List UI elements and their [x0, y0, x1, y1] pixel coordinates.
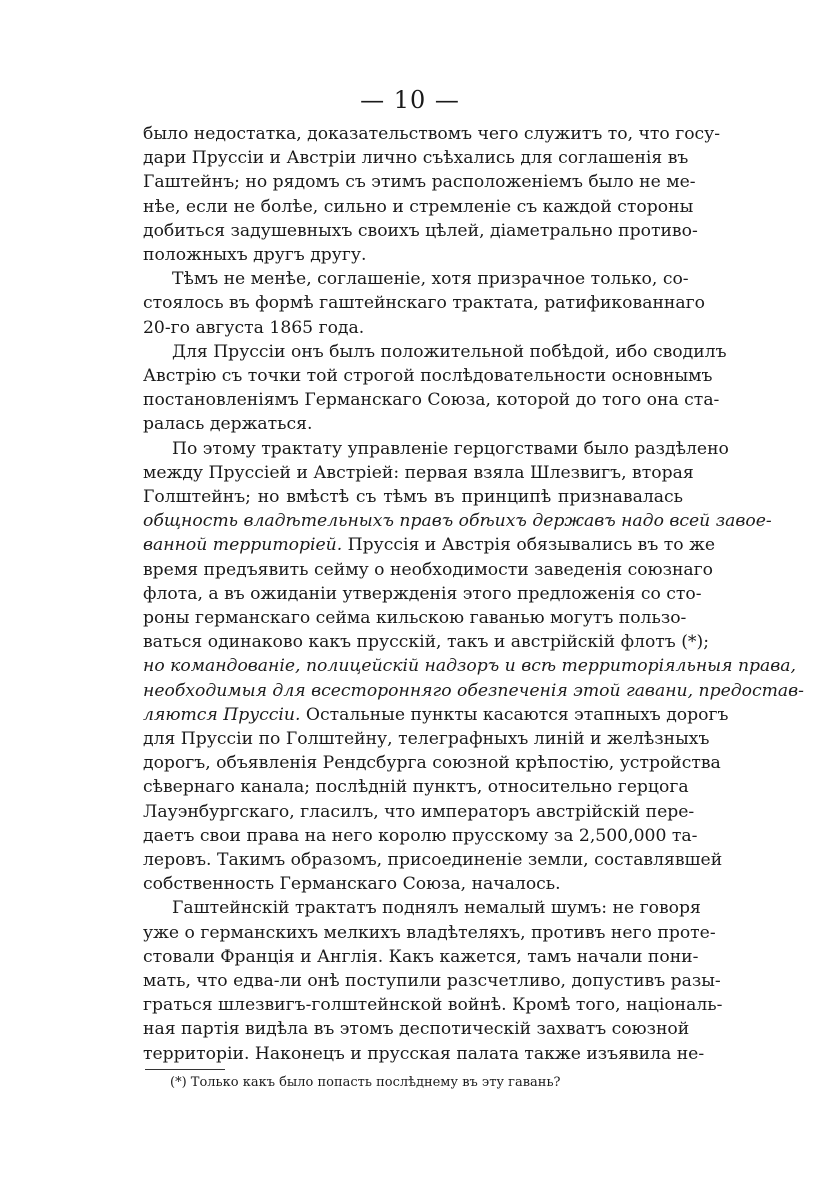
text-line: 20-го августа 1865 года.: [143, 317, 365, 338]
italic-segment: ляются Пруссіи.: [143, 704, 301, 725]
text-line: дари Пруссіи и Австріи лично съѣхались для соглашенія въ: [143, 148, 689, 169]
text-line: леровъ. Такимъ образомъ, присоединеніе земли, составлявшей: [143, 850, 723, 870]
text-line: ралась держаться.: [143, 414, 313, 435]
text-line: для Пруссіи по Голштейну, телеграфныхъ линій и желѣзныхъ: [143, 729, 710, 749]
text-line: территоріи. Наконецъ и прусская палата также изъявила не-: [143, 1043, 705, 1064]
text-line: ваться одинаково какъ прусскій, такъ и австрійскій флотъ (*);: [143, 632, 709, 653]
text-line: Лауэнбургскаго, гласилъ, что императоръ австрійскій пере-: [143, 801, 695, 822]
text-line: уже о германскихъ мелкихъ владѣтеляхъ, противъ него проте-: [143, 922, 716, 943]
text-line: между Пруссіей и Австріей: первая взяла Шлезвигъ, вторая: [143, 462, 694, 483]
text-line: собственность Германскаго Союза, началось.: [143, 874, 561, 895]
text-line: постановленіямъ Германскаго Союза, которой до того она ста-: [143, 390, 720, 411]
text-line: положныхъ другъ другу.: [143, 245, 367, 265]
normal-segment: Пруссія и Австрія обязывались въ то же: [342, 535, 716, 556]
text-line: флота, а въ ожиданіи утвержденія этого предложенія со сто-: [143, 583, 702, 604]
text-line: стовали Франція и Англія. Какъ кажется, тамъ начали пони-: [143, 946, 699, 967]
italic-segment: общность владѣтельныхъ правъ обѣихъ державъ надо всей завое-: [143, 511, 772, 532]
text-line: было недостатка, доказательствомъ чего служитъ то, что госу-: [143, 124, 721, 144]
text-line: время предъявить сейму о необходимости заведенія союзнаго: [143, 559, 714, 580]
footnote-rule: [145, 1069, 225, 1070]
text-line: стоялось въ формѣ гаштейнскаго трактата, ратификованнаго: [143, 293, 705, 314]
text-line: даетъ свои права на него королю прусскому за 2,500,000 та-: [143, 825, 698, 846]
text-line: добиться задушевныхъ своихъ цѣлей, діаметрально противо-: [143, 220, 698, 241]
text-line: Гаштейнскій трактатъ поднялъ немалый шумъ: не говоря: [172, 898, 701, 919]
text-line: ная партія видѣла въ этомъ деспотическій захватъ союзной: [143, 1019, 690, 1040]
text-line: граться шлезвигъ-голштейнской войнѣ. Кромѣ того, національ-: [143, 995, 723, 1016]
text-line: Австрію съ точки той строгой послѣдовательности основнымъ: [143, 366, 713, 386]
text-line: дорогъ, объявленія Рендсбурга союзной крѣпостію, устройства: [143, 753, 721, 774]
text-line: Для Пруссіи онъ былъ положительной побѣдой, ибо сводилъ: [172, 341, 727, 362]
italic-segment: необходимыя для всесторонняго обезпеченія этой гавани, предостав-: [143, 680, 804, 701]
text-line: мать, что едва-ли онѣ поступили разсчетливо, допустивъ разы-: [143, 971, 721, 991]
footnote: (*) Только какъ было попасть послѣднему въ эту гавань?: [170, 1074, 561, 1090]
text-line: Гаштейнъ; но рядомъ съ этимъ расположеніемъ было не ме-: [143, 172, 696, 193]
italic-segment: но командованіе, полицейскій надзоръ и всѣ территоріяльныя права,: [143, 656, 797, 677]
text-line: Голштейнъ; но вмѣстѣ съ тѣмъ въ принципѣ признавалась: [143, 487, 683, 507]
italic-segment: ванной территоріей.: [143, 535, 343, 556]
normal-segment: Остальные пункты касаются этапныхъ дорогъ: [300, 704, 729, 725]
text-line: нѣе, если не болѣе, сильно и стремленіе съ каждой стороны: [143, 196, 694, 217]
text-line: Тѣмъ не менѣе, соглашеніе, хотя призрачное только, со-: [172, 269, 689, 290]
page-number: — 10 —: [360, 86, 460, 114]
text-line: По этому трактату управленіе герцогствами было раздѣлено: [172, 438, 729, 459]
text-line: сѣвернаго канала; послѣдній пунктъ, относительно герцога: [143, 777, 689, 798]
text-line: роны германскаго сейма кильскою гаванью могутъ пользо-: [143, 608, 687, 628]
